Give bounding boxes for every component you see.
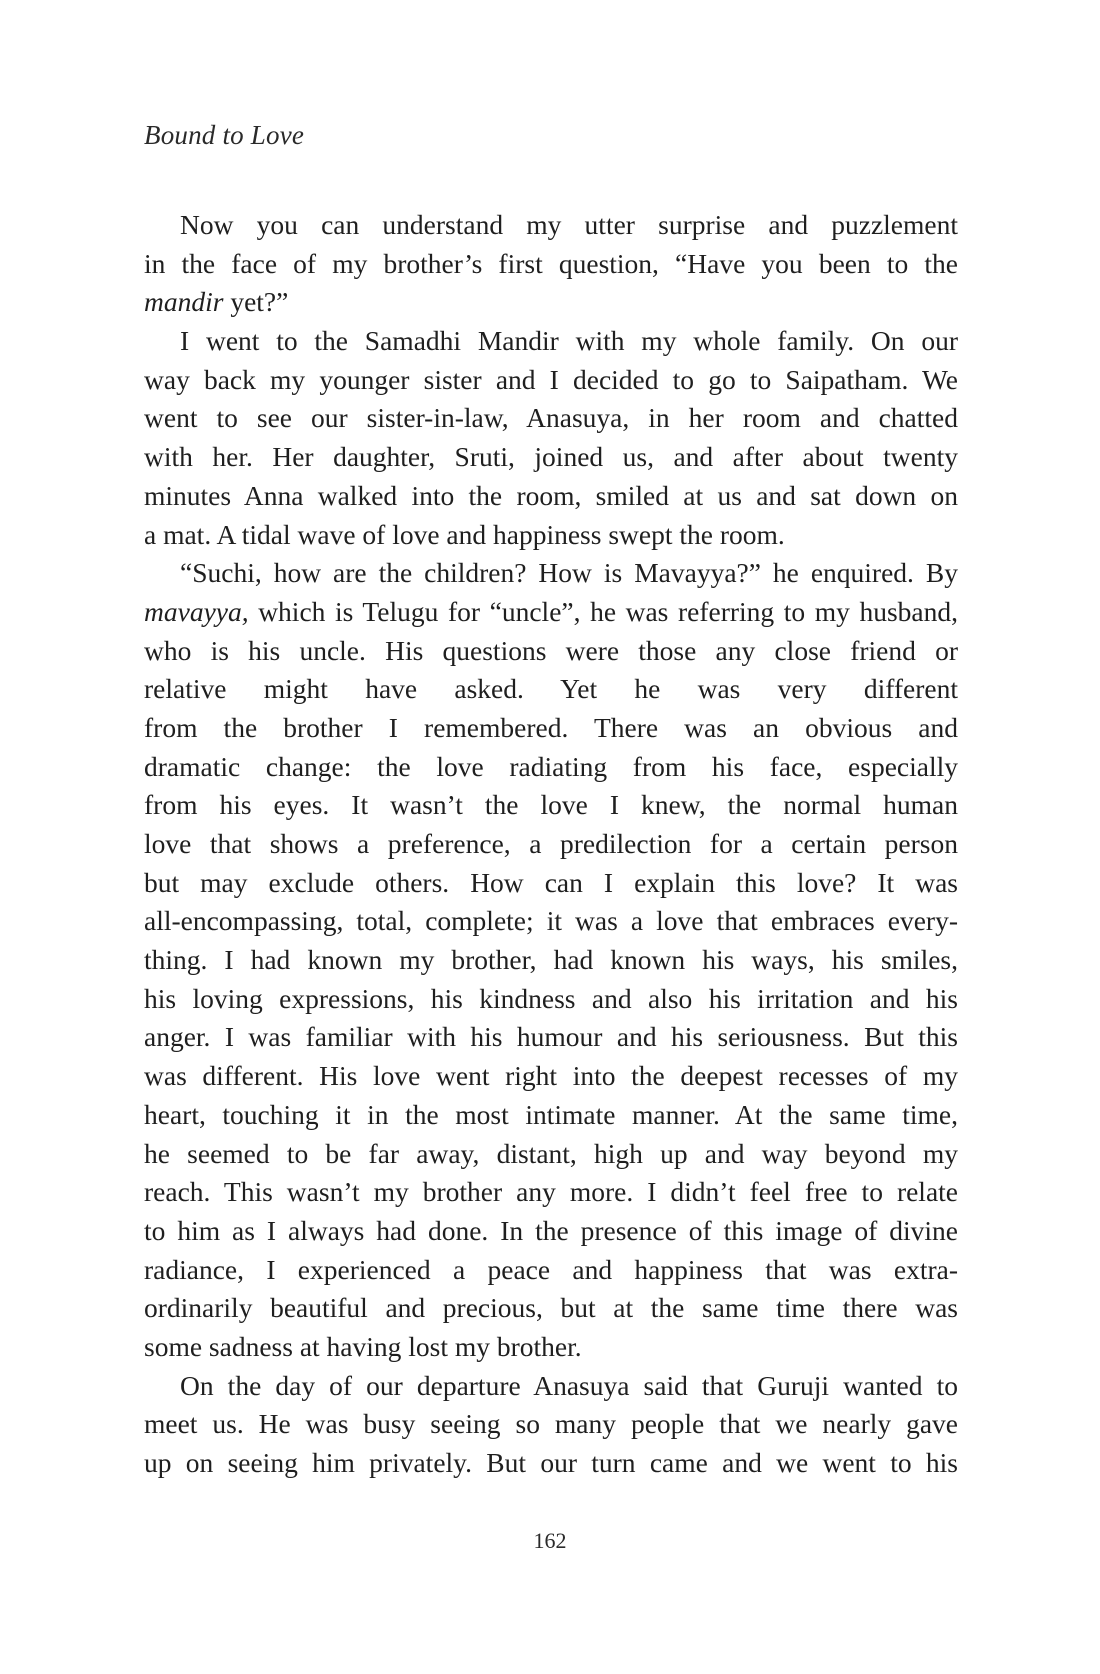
text-line: ordinarily beautiful and precious, but at the same time there was [144, 1292, 958, 1324]
body-text [144, 206, 958, 1483]
text-segment: which is Telugu for “uncle”, he was referring to my husband, [248, 595, 958, 627]
text-line: dramatic change: the love radiating from his face, especially [144, 750, 958, 782]
text-line: he seemed to be far away, distant, high up and way beyond my [144, 1137, 958, 1169]
text-line: a mat. A tidal wave of love and happiness swept the room. [144, 518, 785, 550]
italic-term: mandir [144, 286, 224, 318]
text-line: in the face of my brother’s first question, “Have you been to the [144, 247, 958, 279]
text-line: love that shows a preference, a predilection for a certain person [144, 828, 958, 859]
text-line: his loving expressions, his kindness and also his irritation and his [144, 982, 958, 1014]
page-number: 162 [533, 1528, 567, 1553]
text-line: meet us. He was busy seeing so many people that we nearly gave [144, 1408, 958, 1440]
text-line: up on seeing him privately. But our turn came and we went to his [144, 1447, 958, 1478]
italic-term: mavayya, [144, 595, 249, 627]
text-line: was different. His love went right into the deepest recesses of my [144, 1060, 958, 1092]
running-head: Bound to Love [144, 120, 305, 150]
text-line: with her. Her daughter, Sruti, joined us, and after about twenty [144, 441, 958, 473]
text-line: reach. This wasn’t my brother any more. I didn’t feel free to relate [144, 1176, 958, 1208]
text-line: all-encompassing, total, complete; it was a love that embraces every- [144, 905, 958, 937]
text-line: who is his uncle. His questions were those any close friend or [144, 634, 958, 666]
text-line: relative might have asked. Yet he was very different [144, 673, 958, 705]
text-line: On the day of our departure Anasuya said that Guruji wanted to [180, 1369, 958, 1401]
text-line: Now you can understand my utter surprise and puzzlement [180, 209, 958, 240]
text-line: to him as I always had done. In the presence of this image of divine [144, 1214, 958, 1246]
text-line: went to see our sister-in-law, Anasuya, in her room and chatted [144, 402, 958, 434]
text-line: some sadness at having lost my brother. [144, 1330, 582, 1362]
text-segment: yet?” [223, 286, 289, 318]
text-line: I went to the Samadhi Mandir with my whole family. On our [180, 325, 958, 357]
text-line: but may exclude others. How can I explain this love? It was [144, 866, 958, 898]
text-line: from the brother I remembered. There was an obvious and [144, 711, 958, 743]
text-line: from his eyes. It wasn’t the love I knew, the normal human [144, 789, 958, 821]
text-line: way back my younger sister and I decided to go to Saipatham. We [144, 363, 958, 395]
text-line: minutes Anna walked into the room, smiled at us and sat down on [144, 479, 958, 511]
text-line: thing. I had known my brother, had known his ways, his smiles, [144, 944, 958, 976]
text-line: anger. I was familiar with his humour and his seriousness. But this [144, 1021, 958, 1053]
text-line: “Suchi, how are the children? How is Mavayya?” he enquired. By [180, 557, 958, 589]
text-line: radiance, I experienced a peace and happiness that was extra- [144, 1253, 958, 1285]
text-line: heart, touching it in the most intimate manner. At the same time, [144, 1098, 958, 1130]
text-line [144, 593, 958, 632]
text-line [144, 283, 958, 322]
